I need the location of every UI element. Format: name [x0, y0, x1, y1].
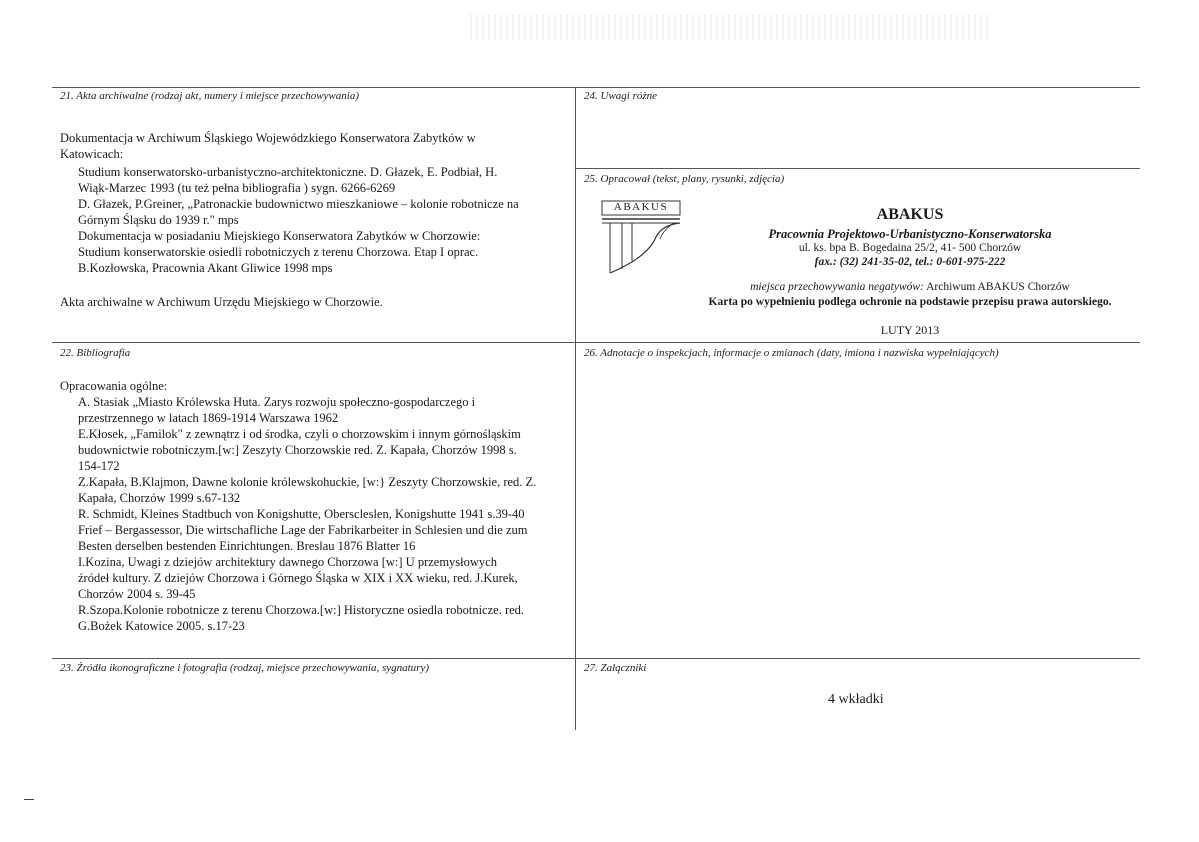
section-27-title: 27. Załączniki [584, 662, 647, 674]
middle-rule [52, 342, 1140, 343]
s21-item1-line2: Wiąk-Marzec 1993 (tu też pełna bibliografia ) sygn. 6266-6269 [78, 181, 396, 195]
bibliography-entry [78, 506, 572, 522]
negatives-value: Archiwum ABAKUS Chorzów [923, 281, 1070, 293]
scan-noise [470, 14, 990, 40]
negatives-line [640, 279, 1180, 295]
attachments-count: 4 wkładki [828, 692, 884, 707]
s21-item2-line2: Górnym Śląsku do 1939 r." mps [78, 213, 239, 227]
bibliography-line: R. Schmidt, Kleines Stadtbuch von Konigshutte, Oberscleslen, Konigshutte 1941 s.39-40 [78, 507, 525, 521]
bibliography-line: A. Stasiak „Miasto Królewska Huta. Zarys rozwoju społeczno-gospodarczego i [78, 395, 476, 409]
bibliography-line: budownictwie robotniczym.[w:] Zeszyty Chorzowskie red. Z. Kapała, Chorzów 1998 s. [78, 443, 517, 457]
bibliography-entry [78, 602, 572, 634]
logo-lettering: ABAKUS [613, 201, 669, 213]
s21-item1-line1: Studium konserwatorsko-urbanistyczno-architektoniczne. D. Głazek, E. Podbiał, H. [78, 165, 498, 179]
bibliography-line: przestrzennego w latach 1869-1914 Warszawa 1962 [78, 411, 339, 425]
s21-intro-line1: Dokumentacja w Archiwum Śląskiego Wojewódzkiego Konserwatora Zabytków w [60, 131, 476, 145]
s21-item4-line2: B.Kozłowska, Pracownia Akant Gliwice 1998 mps [78, 261, 333, 275]
s21-item4-line1: Studium konserwatorskie osiedli robotniczych z terenu Chorzowa. Etap I oprac. [78, 245, 479, 259]
bibliography-line: I.Kozina, Uwagi z dziejów architektury dawnego Chorzowa [w:] U przemysłowych [78, 555, 497, 569]
bibliography-line: 154-172 [78, 459, 120, 473]
section-22-title: 22. Bibliografia [60, 347, 131, 359]
right-rule-24-25 [576, 168, 1140, 169]
bibliography-entry [78, 394, 572, 426]
bibliography-line: Z.Kapała, B.Klajmon, Dawne kolonie królewskohuckie, [w:} Zeszyty Chorzowskie, red. Z. [78, 475, 537, 489]
s21-item5: Akta archiwalne w Archiwum Urzędu Miejskiego w Chorzowie. [60, 295, 383, 309]
date-label: LUTY 2013 [880, 323, 940, 337]
s21-item2-line1: D. Głazek, P.Greiner, „Patronackie budownictwo mieszkaniowe – kolonie robotnicze na [78, 197, 519, 211]
abakus-phone: fax.: (32) 241-35-02, tel.: 0-601-975-222 [814, 256, 1006, 268]
bibliography-entry [78, 426, 572, 474]
negatives-label: miejsca przechowywania negatywów: [750, 281, 924, 293]
scan-mark [24, 799, 34, 800]
bibliography-entry [78, 474, 572, 506]
bibliography-line: G.Bożek Katowice 2005. s.17-23 [78, 619, 245, 633]
abakus-subtitle: Pracownia Projektowo-Urbanistyczno-Konserwatorska [768, 227, 1052, 241]
bibliography-entry [78, 522, 572, 554]
s21-intro-line2: Katowicach: [60, 147, 124, 161]
bibliography-line: Frief – Bergassessor, Die wirtschafliche Lage der Fabrikarbeiter in Schlesien und die zum [78, 523, 528, 537]
section-25-title: 25. Opracował (tekst, plany, rysunki, zdjęcia) [584, 173, 785, 185]
section-21-title: 21. Akta archiwalne (rodzaj akt, numery i miejsce przechowywania) [60, 90, 359, 102]
abakus-address: ul. ks. bpa B. Bogedaina 25/2, 41- 500 Chorzów [798, 242, 1022, 254]
bibliography-line: E.Kłosek, „Familok" z zewnątrz i od środka, czyli o chorzowskim i innym górnośląskim [78, 427, 521, 441]
copyright-notice: Karta po wypełnieniu podlega ochronie na podstawie przepisu prawa autorskiego. [708, 296, 1112, 308]
bibliography-line: R.Szopa.Kolonie robotnicze z terenu Chorzowa.[w:] Historyczne osiedla robotnicze. red. [78, 603, 525, 617]
abakus-name: ABAKUS [876, 206, 944, 223]
bibliography-entry [78, 554, 572, 602]
bibliography-line: Besten derselben bestenden Einrichtungen. Breslau 1876 Blatter 16 [78, 539, 416, 553]
lower-rule [52, 658, 1140, 659]
s21-item3: Dokumentacja w posiadaniu Miejskiego Konserwatora Zabytków w Chorzowie: [78, 229, 481, 243]
section-23-title: 23. Źródła ikonograficzne i fotografia (rodzaj, miejsce przechowywania, sygnatury) [60, 662, 429, 674]
section-26-title: 26. Adnotacje o inspekcjach, informacje o zmianach (daty, imiona i nazwiska wypełniających) [584, 347, 999, 359]
top-rule [52, 87, 1140, 88]
bibliography-line: Kapała, Chorzów 1999 s.67-132 [78, 491, 241, 505]
bibliography-list [78, 394, 572, 634]
center-divider [575, 87, 576, 730]
bibliography-line: źródeł kultury. Z dziejów Chorzowa i Górnego Śląska w XIX i XX wieku, red. J.Kurek, [78, 571, 518, 585]
s22-heading: Opracowania ogólne: [60, 379, 168, 393]
section-24-title: 24. Uwagi różne [584, 90, 658, 102]
bibliography-line: Chorzów 2004 s. 39-45 [78, 587, 196, 601]
